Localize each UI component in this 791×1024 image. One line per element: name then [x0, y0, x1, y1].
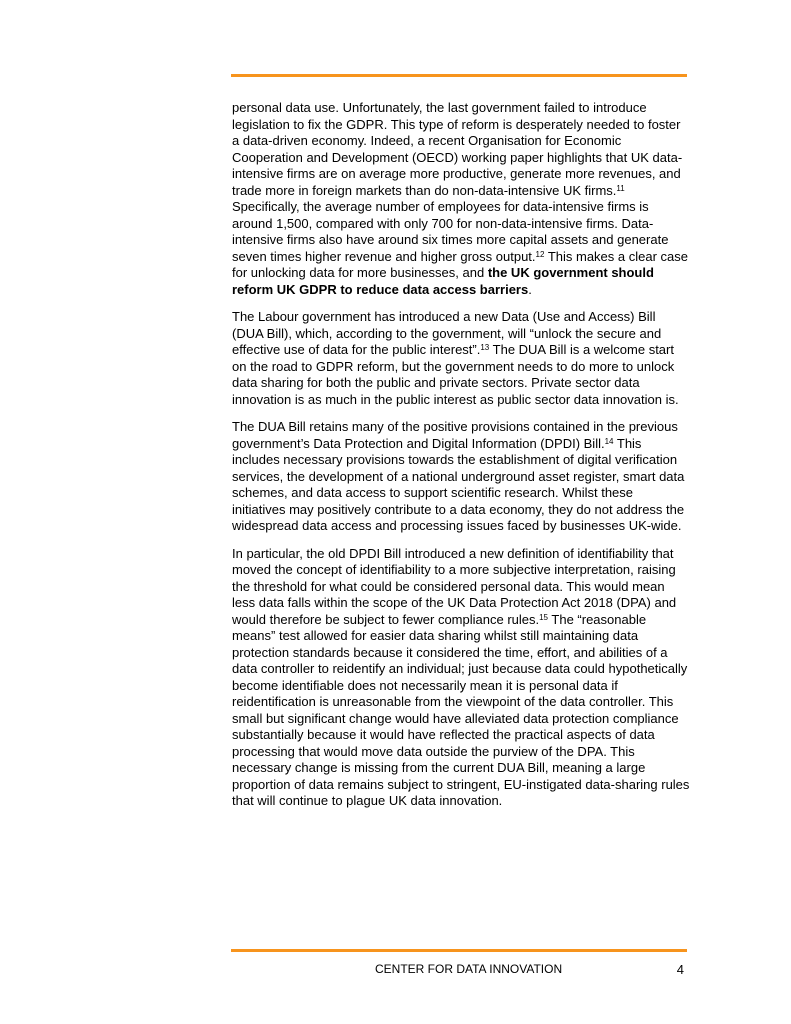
paragraph-2 [232, 309, 690, 408]
footer-rule [231, 949, 687, 952]
paragraph-text: In particular, the old DPDI Bill introduced a new definition of identifiability that moved the concept of identifiability to a more subjective interpretation, raising the threshold for what could be considered personal data. This would mean less data falls within the scope of the UK Data Protection Act 2018 (DPA) and would therefore be subject to fewer compliance rules. [232, 545, 677, 627]
page-number: 4 [676, 962, 684, 977]
paragraph-text: personal data use. Unfortunately, the last government failed to introduce legislation to fix the GDPR. This type of reform is desperately needed to foster a data-driven economy. Indeed, a recent Organisation for Economic Cooperation and Development (OECD) working paper highlights that UK data-intensive firms are on average more productive, generate more revenues, and trade more in foreign markets than do non-data-intensive UK firms. [232, 100, 683, 198]
body-text [232, 100, 690, 821]
footnote-ref-14[interactable]: 14 [604, 436, 614, 446]
paragraph-text: . [528, 281, 532, 297]
paragraph-text: The “reasonable means” test allowed for easier data sharing whilst still maintaining data protection standards because it considered the time, effort, and abilities of a data controller to reidentify an individual; just because data could hypothetically become identifiable does not necessarily mean it is personal data if reidentification is unreasonable from the viewpoint of the data controller. This small but significant change would have alleviated data protection compliance substantially because it would have reflected the practical aspects of data processing that would move data outside the purview of the DPA. This necessary change is missing from the current DUA Bill, meaning a large proportion of data remains subject to stringent, EU-instigated data-sharing rules that will continue to plague UK data innovation. [232, 611, 690, 808]
paragraph-text: This makes a clear case for unlocking data for more businesses, and [232, 248, 688, 280]
header-rule [231, 74, 687, 77]
paragraph-text: The Labour government has introduced a new Data (Use and Access) Bill (DUA Bill), which, according to the government, will “unlock the secure and effective use of data for the public interest”. [232, 309, 662, 357]
footnote-ref-15[interactable]: 15 [539, 612, 549, 622]
footnote-ref-13[interactable]: 13 [480, 343, 490, 352]
footnote-ref-12[interactable]: 12 [535, 249, 545, 259]
paragraph-4 [232, 546, 690, 810]
bold-recommendation: the UK government should reform UK GDPR to reduce data access barriers [232, 265, 654, 297]
paragraph-1 [232, 100, 690, 298]
page-footer [231, 962, 687, 978]
footer-org-name: CENTER FOR DATA INNOVATION [375, 962, 563, 976]
paragraph-text: This includes necessary provisions towards the establishment of digital verification services, the development of a national underground asset register, smart data schemes, and data access to support scientific research. Whilst these initiatives may positively contribute to a data economy, they do not address the widespread data access and processing issues faced by businesses UK-wide. [232, 435, 685, 533]
paragraph-text: The DUA Bill is a welcome start on the road to GDPR reform, but the government needs to do more to unlock data sharing for both the public and private sectors. Private sector data innovation is as much in the public interest as public sector data innovation is. [232, 342, 679, 407]
footnote-ref-11[interactable]: 11 [616, 183, 625, 193]
paragraph-3 [232, 419, 690, 535]
paragraph-text: The DUA Bill retains many of the positive provisions contained in the previous government’s Data Protection and Digital Information (DPDI) Bill. [232, 419, 678, 451]
paragraph-text: Specifically, the average number of employees for data-intensive firms is around 1,500, compared with only 700 for non-data-intensive firms. Data-intensive firms also have around six times more capital assets and generate seven times higher revenue and higher gross output. [232, 199, 669, 264]
